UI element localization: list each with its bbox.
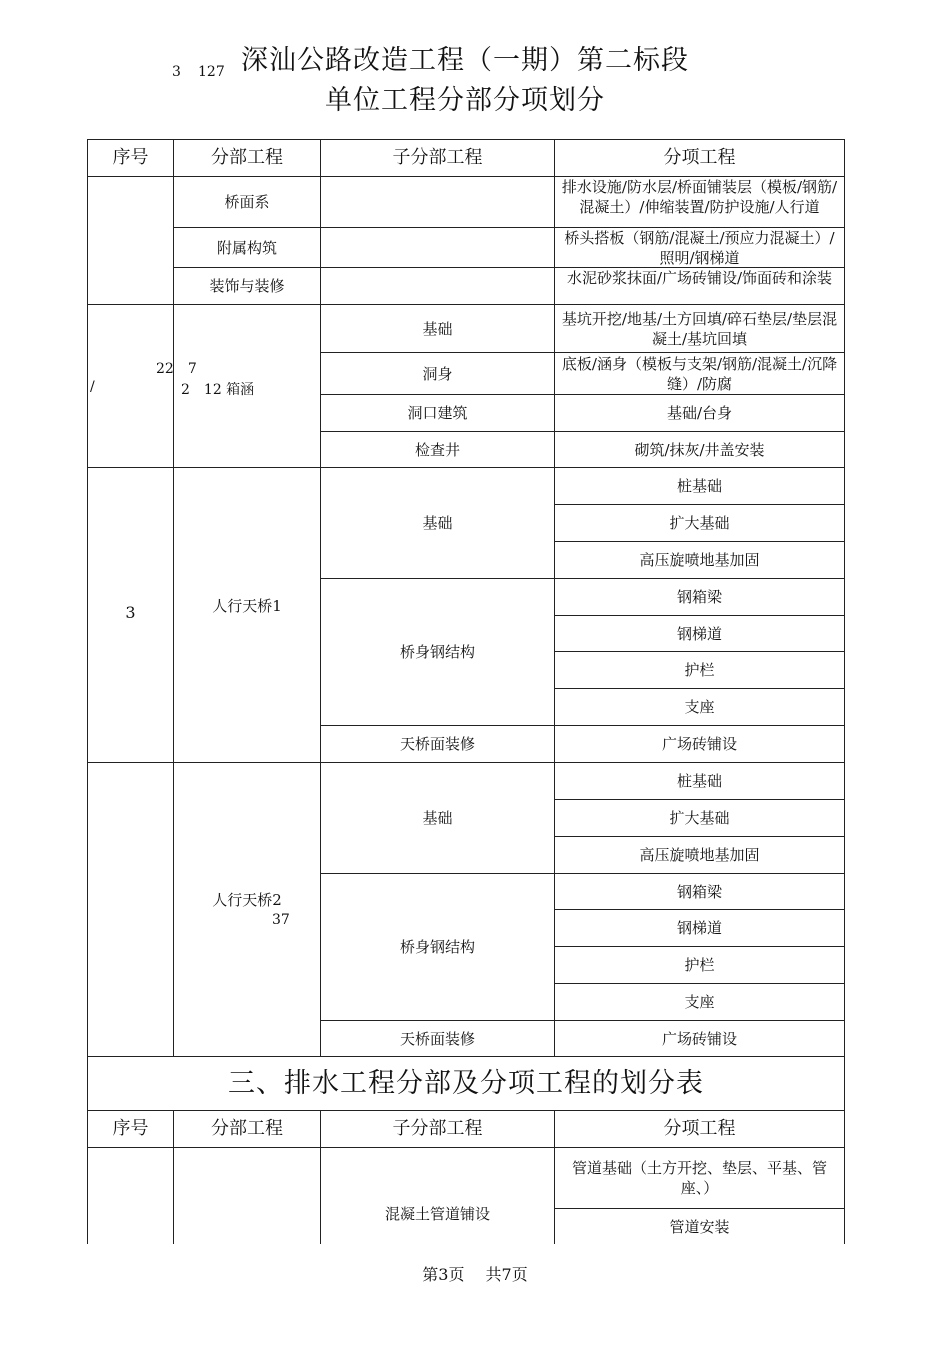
item-cell: 基础/台身 — [666, 404, 733, 422]
item-cell: 支座 — [684, 698, 715, 716]
item-cell: 管道基础（土方开挖、垫层、平基、管座、） — [571, 1159, 827, 1197]
part-cell: 桥面系 — [224, 193, 270, 211]
document-subtitle: 单位工程分部分项划分 — [325, 85, 605, 116]
header-part: 分部工程 — [211, 1118, 283, 1139]
seq-fragment: / — [90, 379, 95, 395]
stray-number-b: 127 — [198, 64, 225, 80]
part-note: 37 — [272, 912, 290, 928]
page-number: 第3页 共7页 — [422, 1265, 528, 1284]
part-cell: 附属构筑 — [216, 238, 277, 257]
part-cell: 装饰与装修 — [209, 277, 285, 295]
subpart-cell: 桥身钢结构 — [399, 643, 475, 661]
item-cell: 扩大基础 — [669, 809, 730, 827]
part-cell: 人行天桥1 — [212, 597, 282, 615]
item-cell: 广场砖铺设 — [661, 1029, 737, 1048]
item-cell: 底板/涵身（模板与支架/钢筋/混凝土/沉降缝）/防腐 — [561, 354, 838, 393]
seq-fragment: 22 7 — [156, 361, 197, 377]
subpart-cell: 检查井 — [414, 440, 460, 459]
subpart-cell: 天桥面装修 — [399, 1029, 475, 1048]
subpart-cell: 洞身 — [422, 364, 453, 383]
header-seq: 序号 — [112, 147, 149, 168]
header-subpart: 子分部工程 — [392, 147, 483, 168]
subpart-cell: 基础 — [422, 514, 453, 532]
subpart-cell: 基础 — [422, 319, 453, 338]
seq-cell: 3 — [125, 603, 136, 622]
header-part: 分部工程 — [211, 147, 283, 168]
item-cell: 钢梯道 — [676, 919, 722, 937]
section-heading: 三、排水工程分部及分项工程的划分表 — [228, 1067, 704, 1099]
item-cell: 广场砖铺设 — [661, 735, 737, 753]
item-cell: 砌筑/抹灰/井盖安装 — [634, 440, 765, 459]
subpart-cell: 混凝土管道铺设 — [384, 1205, 490, 1223]
item-cell: 桩基础 — [676, 772, 722, 790]
item-cell: 基坑开挖/地基/土方回填/碎石垫层/垫层混凝土/基坑回填 — [561, 309, 838, 348]
subpart-cell: 桥身钢结构 — [399, 938, 475, 956]
item-cell: 水泥砂浆抹面/广场砖铺设/饰面砖和涂装 — [566, 269, 833, 287]
header-item: 分项工程 — [663, 1118, 736, 1139]
item-cell: 支座 — [684, 993, 715, 1011]
stray-number-a: 3 — [172, 64, 181, 80]
item-cell: 高压旋喷地基加固 — [639, 846, 760, 864]
item-cell: 钢箱梁 — [676, 882, 722, 901]
item-cell: 扩大基础 — [669, 514, 730, 532]
item-cell: 管道安装 — [669, 1217, 730, 1236]
item-cell: 高压旋喷地基加固 — [639, 551, 760, 569]
item-cell: 钢箱梁 — [676, 588, 722, 606]
subpart-cell: 天桥面装修 — [399, 735, 475, 753]
item-cell: 桥头搭板（钢筋/混凝土/预应力混凝土）/照明/钢梯道 — [564, 228, 835, 267]
item-cell: 护栏 — [684, 661, 715, 679]
document-title: 深汕公路改造工程（一期）第二标段 — [241, 45, 689, 76]
subpart-cell: 洞口建筑 — [407, 404, 468, 422]
part-cell: 人行天桥2 — [212, 891, 282, 909]
header-subpart: 子分部工程 — [392, 1118, 483, 1139]
header-item: 分项工程 — [663, 147, 736, 168]
item-cell: 护栏 — [684, 956, 715, 974]
subpart-cell: 基础 — [422, 809, 453, 827]
item-cell: 排水设施/防水层/桥面铺装层（模板/钢筋/混凝土）/伸缩装置/防护设施/人行道 — [561, 178, 838, 216]
item-cell: 钢梯道 — [676, 624, 722, 643]
part-cell: 2 12 箱涵 — [181, 382, 255, 398]
header-seq: 序号 — [112, 1118, 149, 1139]
item-cell: 桩基础 — [676, 477, 722, 495]
